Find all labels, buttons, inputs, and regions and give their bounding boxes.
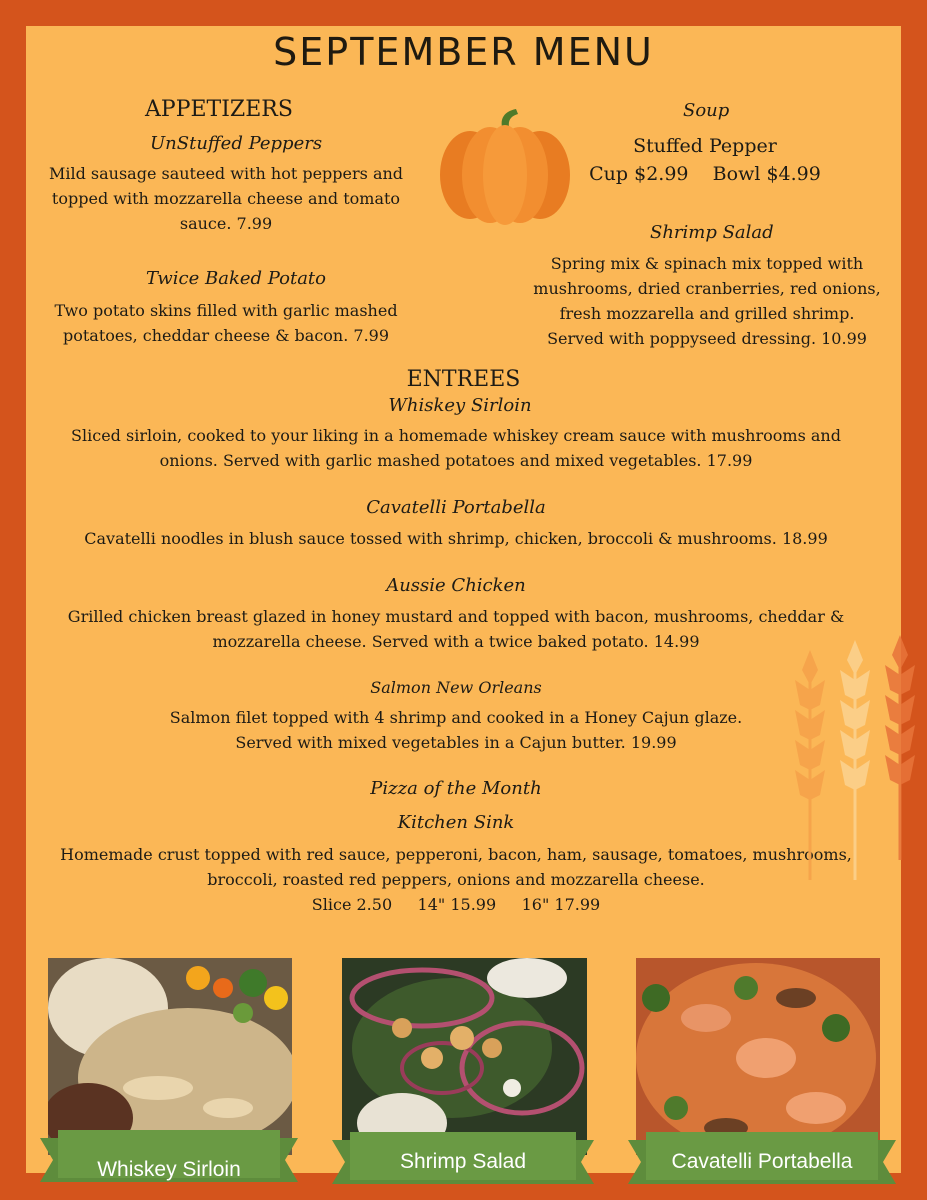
photo-label-banner-2 [332, 1132, 594, 1188]
desc-line: fresh mozzarella and grilled shrimp. [559, 304, 855, 323]
desc-line: broccoli, roasted red peppers, onions and mozzarella cheese. [207, 870, 705, 889]
desc-line: mushrooms, dried cranberries, red onions, [533, 279, 881, 298]
shrimp-salad-desc [508, 251, 906, 351]
shrimp-salad-name: Shrimp Salad [650, 222, 774, 243]
photo-label-banner-3 [628, 1132, 896, 1188]
page-title: SEPTEMBER MENU [273, 30, 654, 74]
desc-line: Cavatelli noodles in blush sauce tossed with shrimp, chicken, broccoli & mushrooms. 18.99 [84, 529, 828, 548]
photo-cavatelli-portabella [636, 958, 880, 1155]
desc-line: potatoes, cheddar cheese & bacon. 7.99 [62, 326, 390, 345]
photo-label: Whiskey Sirloin [97, 1158, 241, 1181]
soup-prices: Cup $2.99 Bowl $4.99 [589, 163, 821, 185]
desc-line: Spring mix & spinach mix topped with [550, 254, 864, 273]
entree-name-3: Aussie Chicken [386, 575, 526, 596]
desc-line: mozzarella cheese. Served with a twice baked potato. 14.99 [212, 632, 700, 651]
desc-line: sauce. 7.99 [179, 214, 273, 233]
pizza-prices: Slice 2.50 14" 15.99 16" 17.99 [311, 895, 601, 914]
entree-name-2: Cavatelli Portabella [366, 497, 546, 518]
desc-line: Served with poppyseed dressing. 10.99 [547, 329, 867, 348]
soup-block [580, 132, 830, 188]
entree-desc-1 [0, 423, 912, 473]
soup-name: Stuffed Pepper [633, 135, 777, 157]
photo-label: Shrimp Salad [399, 1150, 527, 1173]
photo-label-banner-1 [40, 1130, 298, 1186]
entree-desc-2 [0, 526, 912, 551]
photo-label: Cavatelli Portabella [671, 1150, 853, 1173]
appetizer-name-2: Twice Baked Potato [146, 268, 326, 289]
pizza-name: Kitchen Sink [397, 812, 515, 833]
photo-shrimp-salad [342, 958, 587, 1155]
soup-heading: Soup [683, 100, 730, 121]
appetizers-heading: APPETIZERS [145, 97, 293, 122]
desc-line: Mild sausage sauteed with hot peppers and [48, 164, 404, 183]
desc-line: Homemade crust topped with red sauce, pepperoni, bacon, ham, sausage, tomatoes, mushrooms, [60, 845, 852, 864]
desc-line: Sliced sirloin, cooked to your liking in a homemade whiskey cream sauce with mushrooms and [71, 426, 841, 445]
appetizer-name-1: UnStuffed Peppers [150, 133, 323, 154]
photo-whiskey-sirloin [48, 958, 292, 1155]
entree-name-1: Whiskey Sirloin [388, 395, 532, 416]
pizza-heading: Pizza of the Month [370, 778, 542, 799]
desc-line: onions. Served with garlic mashed potatoes and mixed vegetables. 17.99 [159, 451, 753, 470]
appetizer-desc-2 [26, 298, 426, 348]
desc-line: Salmon filet topped with 4 shrimp and cooked in a Honey Cajun glaze. [169, 708, 743, 727]
desc-line: Grilled chicken breast glazed in honey mustard and topped with bacon, mushrooms, cheddar & [67, 607, 845, 626]
pumpkin-icon [440, 105, 570, 225]
appetizer-desc-1 [26, 161, 426, 236]
entrees-heading: ENTREES [406, 367, 521, 392]
desc-line: topped with mozzarella cheese and tomato [51, 189, 401, 208]
entree-name-4: Salmon New Orleans [370, 678, 542, 697]
wheat-icon [770, 630, 927, 890]
desc-line: Served with mixed vegetables in a Cajun butter. 19.99 [235, 733, 677, 752]
desc-line: Two potato skins filled with garlic mashed [54, 301, 398, 320]
